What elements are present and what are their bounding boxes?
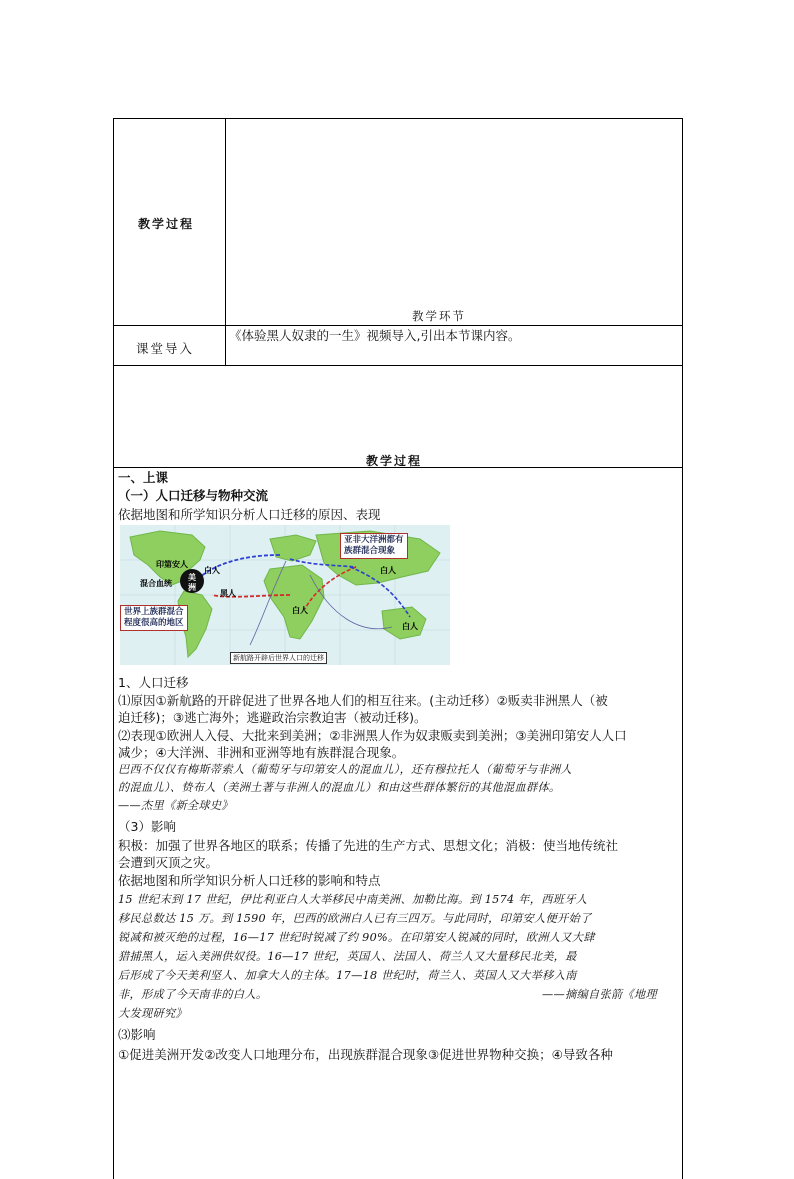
paragraph: ①促进美洲开发②改变人口地理分布，出现族群混合现象③促进世界物种交换；④导致各种 xyxy=(118,1047,613,1062)
paragraph: 积极：加强了世界各地区的联系；传播了先进的生产方式、思想文化；消极：使当地传统社 xyxy=(118,838,619,853)
row-process-header xyxy=(113,365,683,467)
paragraph: ⑴原因①新航路的开辟促进了世界各地人们的相互往来。(主动迁移）②贩卖非洲黑人（被 xyxy=(118,693,608,708)
map-label-mixed: 混合血统 xyxy=(140,579,172,588)
row-content-cell xyxy=(226,119,682,325)
paragraph: 依据地图和所学知识分析人口迁移的影响和特点 xyxy=(118,873,381,888)
quote: 巴西不仅仅有梅斯蒂索人（葡萄牙与印第安人的混血儿），还有穆拉托人（葡萄牙与非洲人 xyxy=(118,763,572,776)
map-label-indian: 印第安人 xyxy=(156,560,188,569)
quote: 后形成了今天美利坚人、加拿大人的主体。17—18 世纪时，荷兰人、英国人又大举移入南 xyxy=(118,969,577,982)
map-callout-asia-africa xyxy=(340,533,408,559)
paragraph: 迫迁移)；③逃亡海外；逃避政治宗教迫害（被动迁移)。 xyxy=(118,710,427,725)
row-label-cell xyxy=(114,119,226,325)
migration-map xyxy=(120,525,452,667)
row-content-cell xyxy=(226,326,682,365)
heading-2: （一）人口迁移与物种交流 xyxy=(118,488,269,503)
row-main-content xyxy=(113,467,683,1179)
map-label-black: 黑人 xyxy=(220,589,236,598)
callout-line: 程度很高的地区 xyxy=(124,618,184,628)
map-label-white: 白人 xyxy=(204,566,220,575)
quote-source: ——摘编自张箭《地理 xyxy=(542,988,657,1001)
map-label-white: 白人 xyxy=(402,622,418,631)
heading-1: 一、上课 xyxy=(118,470,169,485)
map-center-label: 美 xyxy=(188,573,196,582)
intro-line: 依据地图和所学知识分析人口迁移的原因、表现 xyxy=(118,507,381,522)
quote: 非，形成了今天南非的白人。 xyxy=(118,988,268,1001)
paragraph: ⑵表现①欧洲人入侵、大批来到美洲；②非洲黑人作为奴隶贩卖到美洲；③美洲印第安人人口 xyxy=(118,728,627,743)
subsection-3: （3）影响 xyxy=(118,819,176,834)
quote: 的混血儿）、贽布人（美洲土著与非洲人的混血儿）和由这些群体繁衍的其他混血群体。 xyxy=(118,781,561,794)
map-label-white: 白人 xyxy=(292,606,308,615)
row-intro xyxy=(113,325,683,365)
quote: 猎捕黑人，运入美洲供奴役。16—17 世纪，英国人、法国人、荷兰人又大量移民北美，最 xyxy=(118,950,577,963)
map-label-white: 白人 xyxy=(380,566,396,575)
paragraph: 减少；④大洋洲、非洲和亚洲等地有族群混合现象。 xyxy=(118,745,405,760)
row-label: 课堂导入 xyxy=(136,341,195,356)
section-title: 教学环节 xyxy=(412,309,466,323)
map-center-label-2: 洲 xyxy=(188,583,196,592)
quote: 15 世纪末到 17 世纪，伊比利亚白人大举移民中南美洲、加勒比海。到 1574 年，西班牙人 xyxy=(118,893,588,906)
quote-source: 大发现研究》 xyxy=(118,1007,187,1020)
quote: 锐减和被灭绝的过程，16—17 世纪时锐减了约 90%。在印第安人锐减的同时，欧洲人又大肆 xyxy=(118,931,595,944)
callout-line: 亚非大洋洲都有 xyxy=(344,535,404,545)
callout-line: 世界上族群混合 xyxy=(124,607,184,617)
paragraph: 会遭到灭顶之灾。 xyxy=(118,855,219,870)
section-title: 教学过程 xyxy=(366,454,423,468)
row-teaching-process xyxy=(113,118,683,325)
map-caption: 新航路开辟后世界人口的迁移 xyxy=(230,652,327,664)
row-label-cell xyxy=(114,326,226,365)
map-callout-americas xyxy=(120,605,188,631)
callout-line: 族群混合现象 xyxy=(344,546,396,556)
quote: 移民总数达 15 万。到 1590 年，巴西的欧洲白人已有三四万。与此同时，印第安人便开始了 xyxy=(118,912,592,925)
subsection-4: ⑶影响 xyxy=(118,1027,156,1042)
quote-source: ——杰里《新全球史》 xyxy=(118,799,233,812)
row-label: 教学过程 xyxy=(138,217,195,231)
subsection-1: 1、人口迁移 xyxy=(118,675,189,690)
intro-text: 《体验黑人奴隶的一生》视频导入,引出本节课内容。 xyxy=(229,328,521,343)
